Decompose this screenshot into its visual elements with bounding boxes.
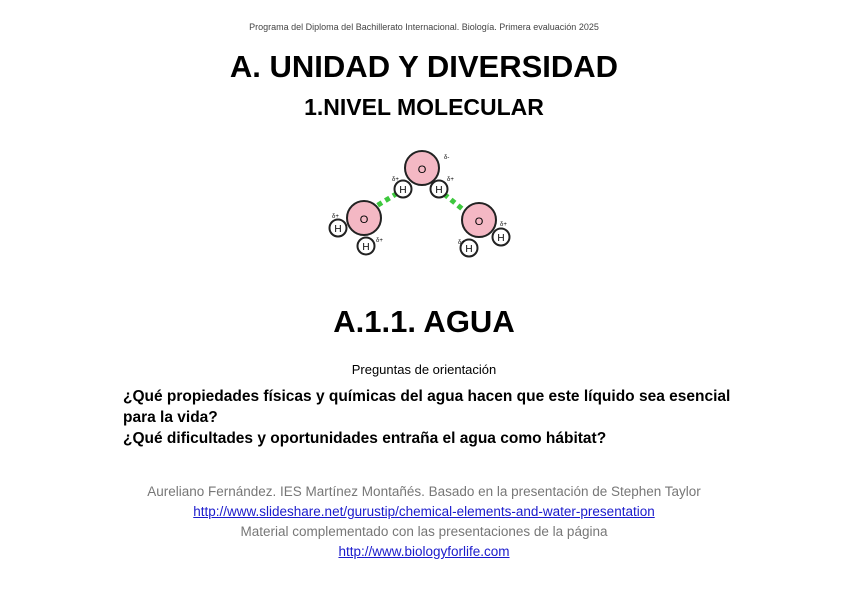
guide-questions-label: Preguntas de orientación xyxy=(351,362,497,377)
hydrogen-label-top-right: H xyxy=(435,185,443,196)
credits-note: Material complementado con las presentaciones de la página xyxy=(240,524,608,539)
hydrogen-label-right-a: H xyxy=(465,244,473,255)
water-molecule-top xyxy=(392,151,454,198)
credits xyxy=(0,482,848,562)
water-molecule-right xyxy=(458,203,510,257)
level-title: 1.NIVEL MOLECULAR xyxy=(304,94,544,120)
guide-question-2: ¿Qué dificultades y oportunidades entraña el agua como hábitat? xyxy=(123,430,607,447)
delta-plus-right-a: δ+ xyxy=(458,240,465,246)
hydrogen-label-left-a: H xyxy=(334,224,342,235)
guide-questions xyxy=(123,386,743,449)
slideshare-link[interactable]: http://www.slideshare.net/gurustip/chemical-elements-and-water-presentation xyxy=(193,504,655,519)
delta-plus-top-right: δ+ xyxy=(447,177,454,183)
hydrogen-label-top-left: H xyxy=(399,185,407,196)
unit-title: A. UNIDAD Y DIVERSIDAD xyxy=(229,49,619,84)
hydrogen-label-left-b: H xyxy=(362,242,370,253)
oxygen-label-top: O xyxy=(417,164,427,176)
topic-title: A.1.1. AGUA xyxy=(333,304,515,339)
oxygen-label-right: O xyxy=(474,216,484,228)
delta-minus-top: δ- xyxy=(444,155,450,161)
hydrogen-bond-right xyxy=(444,194,466,212)
biologyforlife-link[interactable]: http://www.biologyforlife.com xyxy=(338,544,510,559)
oxygen-label-left: O xyxy=(359,214,369,226)
hydrogen-label-right-b: H xyxy=(497,233,505,244)
delta-plus-right-b: δ+ xyxy=(500,222,507,228)
water-molecules-diagram xyxy=(318,148,530,264)
delta-plus-top-left: δ+ xyxy=(392,177,399,183)
water-molecule-left xyxy=(330,201,384,255)
delta-plus-left-a: δ+ xyxy=(332,214,339,220)
credits-author: Aureliano Fernández. IES Martínez Montañés. Basado en la presentación de Stephen Taylor xyxy=(147,484,701,499)
guide-question-1: ¿Qué propiedades físicas y químicas del agua hacen que este líquido sea esencial para la vida? xyxy=(123,388,731,426)
delta-plus-left-b: δ+ xyxy=(376,238,383,244)
header-note: Programa del Diploma del Bachillerato Internacional. Biología. Primera evaluación 2025 xyxy=(249,22,599,32)
